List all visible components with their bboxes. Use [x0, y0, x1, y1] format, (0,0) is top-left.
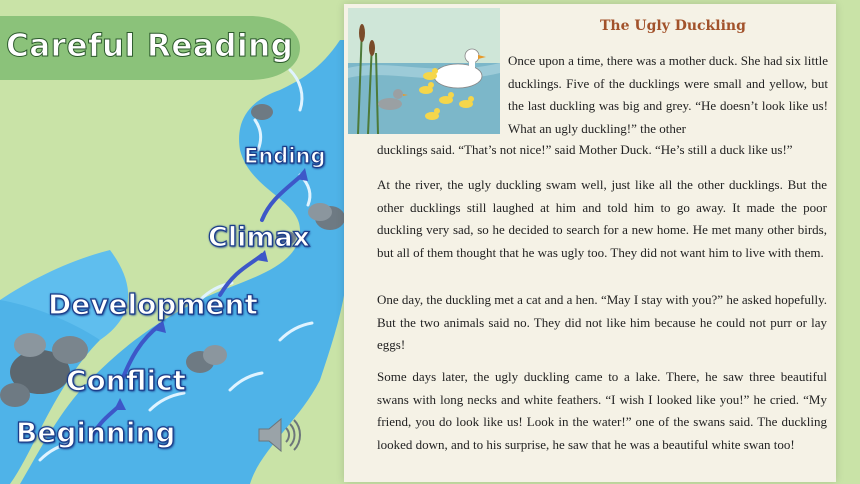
story-title: The Ugly Duckling: [600, 18, 746, 34]
story-paragraph-4: Some days later, the ugly duckling came to a lake. There, he saw three beautiful swans with long necks and white feathers. “I wish I looked like you!” he cried. “My friend, you do look like us! Look in the water!” one of the swans said. The duckling looked down, and to his surprise, he saw that he was a beautiful white swan too!: [377, 369, 827, 452]
slide-title: Careful Reading: [6, 28, 294, 64]
stage-label-beginning: Beginning: [16, 416, 176, 449]
stage-label-conflict: Conflict: [66, 364, 187, 397]
stage-label-ending: Ending: [244, 144, 326, 168]
story-paragraph-2: At the river, the ugly duckling swam well, just like all the other ducklings. But the other ducklings still laughed at him and told him to go away. It made the poor duckling very sad, so he decided to search for a new home. He met many other birds, but all of them thought that he was ugly too. They did not want him to live with them.: [377, 177, 827, 260]
story-paragraph-1: Once upon a time, there was a mother duck. She had six little ducklings. Five of the ducklings were small and yellow, but the last duckling was big and grey. “He doesn’t look like us! What an ugly duckling!” the other: [508, 53, 828, 136]
speaker-icon[interactable]: [255, 414, 305, 456]
stage-label-development: Development: [48, 288, 258, 321]
stage-label-climax: Climax: [208, 222, 311, 253]
story-paragraph-1-continued: ducklings said. “That’s not nice!” said Mother Duck. “He’s still a duck like us!”: [377, 142, 793, 157]
duck-family-illustration: [348, 8, 500, 134]
story-paragraph-3: One day, the duckling met a cat and a hen. “May I stay with you?” he asked hopefully. But the two animals said no. They did not like him because he could not purr or lay eggs!: [377, 292, 827, 352]
